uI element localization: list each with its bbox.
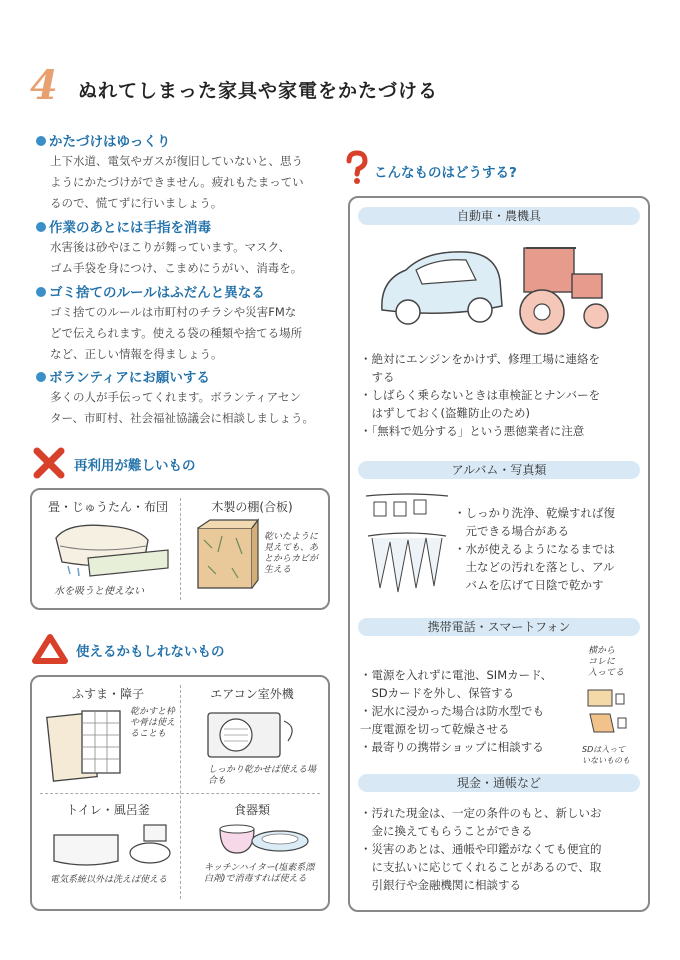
note-aircon: しっかり乾かせば使える場合も	[208, 765, 317, 786]
hard-reuse-heading: 再利用が難しいもの	[74, 458, 196, 474]
red-triangle-icon	[32, 634, 68, 664]
red-x-icon	[32, 446, 66, 480]
maybe-usable-panel	[30, 675, 330, 911]
bullet-dot-icon	[36, 372, 46, 382]
note-phone-sd: SDは入って いないものも	[582, 745, 630, 765]
panel-divider-v	[180, 685, 181, 899]
note-dishes: キッチンハイター(塩素系漂白剤)で消毒すれば使える	[204, 863, 315, 884]
faq-section-title-cash: 現金・通帳など	[358, 774, 640, 792]
tip-heading-4: ボランティアにお願いする	[36, 366, 210, 386]
tip-body-3: ゴミ捨てのルールは市町村のチラシや災害FMな どで伝えられます。使える袋の種類や捨てる場所 など、正しい情報を得ましょう。	[50, 305, 303, 361]
hanging-photos-illustration	[362, 488, 452, 600]
note-phone-slot: 横から コレに 入ってる	[588, 646, 625, 678]
faq-section-title-albums: アルバム・写真類	[358, 461, 640, 479]
faq-section-title-phones: 携帯電話・スマートフォン	[358, 618, 640, 636]
tip-heading-2: 作業のあとには手指を消毒	[36, 216, 211, 236]
bullet-dot-icon	[36, 136, 46, 146]
toilet-bath-illustration	[50, 821, 174, 871]
panel-divider	[180, 498, 181, 600]
item-title-dishes: 食器類	[233, 803, 270, 817]
item-title-aircon: エアコン室外機	[210, 687, 294, 701]
faq-heading: こんなものはどうする?	[374, 165, 517, 181]
bullet-dot-icon	[36, 287, 46, 297]
aircon-outdoor-unit-illustration	[204, 707, 304, 763]
item-title-tatami: 畳・じゅうたん・布団	[47, 500, 168, 514]
note-fusuma: 乾かすと枠や骨は使えることも	[130, 707, 176, 739]
tip-heading-3: ゴミ捨てのルールはふだんと異なる	[36, 281, 265, 301]
futon-illustration	[48, 518, 173, 580]
page-title: ぬれてしまった家具や家電をかたづける	[78, 80, 439, 102]
dishes-illustration	[214, 819, 314, 861]
panel-divider-h	[40, 793, 320, 794]
tip-body-1: 上下水道、電気やガスが復旧していないと、思う ようにかたづけができません。疲れもたまってい るので、慌てずに行いましょう。	[50, 154, 304, 210]
faq-text-albums: ・しっかり洗浄、乾燥すれば復 元できる場合がある ・水が使えるようになるまでは 土などの汚れを落とし、アル バムを広げて日陰で乾かす	[454, 506, 615, 592]
hard-reuse-panel	[30, 488, 330, 610]
tip-body-4: 多くの人が手伝ってくれます。ボランティアセン ター、市町村、社会福祉協議会に相談しましょう。	[50, 390, 315, 425]
maybe-usable-heading: 使えるかもしれないもの	[76, 644, 225, 660]
note-futon: 水を吸うと使えない	[54, 586, 144, 597]
item-title-shelf: 木製の棚(合板)	[211, 500, 293, 514]
faq-section-title-vehicles: 自動車・農機具	[358, 207, 640, 225]
item-title-toilet-bath: トイレ・風呂釜	[66, 803, 150, 817]
section-number: 4	[30, 62, 58, 109]
faq-text-phones: ・電源を入れずに電池、SIMカード、 SDカードを外し、保管する ・泥水に浸かった場合は防水型でも 一度電源を切って乾燥させる ・最寄りの携帯ショップに相談する	[360, 668, 553, 754]
tip-heading-1: かたづけはゆっくり	[36, 130, 170, 150]
note-shelf: 乾いたように見えても、あとからカビが生える	[264, 532, 319, 575]
bullet-dot-icon	[36, 222, 46, 232]
note-toilet-bath: 電気系統以外は洗えば使える	[50, 875, 168, 885]
shelf-illustration	[192, 518, 262, 598]
sim-card-illustration	[584, 684, 634, 744]
car-tractor-illustration	[376, 240, 636, 340]
item-title-fusuma: ふすま・障子	[71, 687, 144, 701]
faq-text-vehicles: ・絶対にエンジンをかけず、修理工場に連絡を する ・しばらく乗らないときは車検証とナンバーを はずしておく(盗難防止のため) ・「無料で処分する」という悪徳業者に注意	[360, 352, 601, 438]
tip-body-2: 水害後は砂やほこりが舞っています。マスク、 ゴム手袋を身につけ、こまめにうがい、消毒を。	[50, 240, 303, 275]
shoji-illustration	[46, 705, 126, 787]
question-mark-icon	[344, 150, 370, 186]
faq-text-cash: ・汚れた現金は、一定の条件のもと、新しいお 金に換えてもらうことができる ・災害のあとは、通帳や印鑑がなくても便宜的 に支払いに応じてくれることがあるので、取 引銀行や金融機関に相談する	[360, 806, 602, 892]
